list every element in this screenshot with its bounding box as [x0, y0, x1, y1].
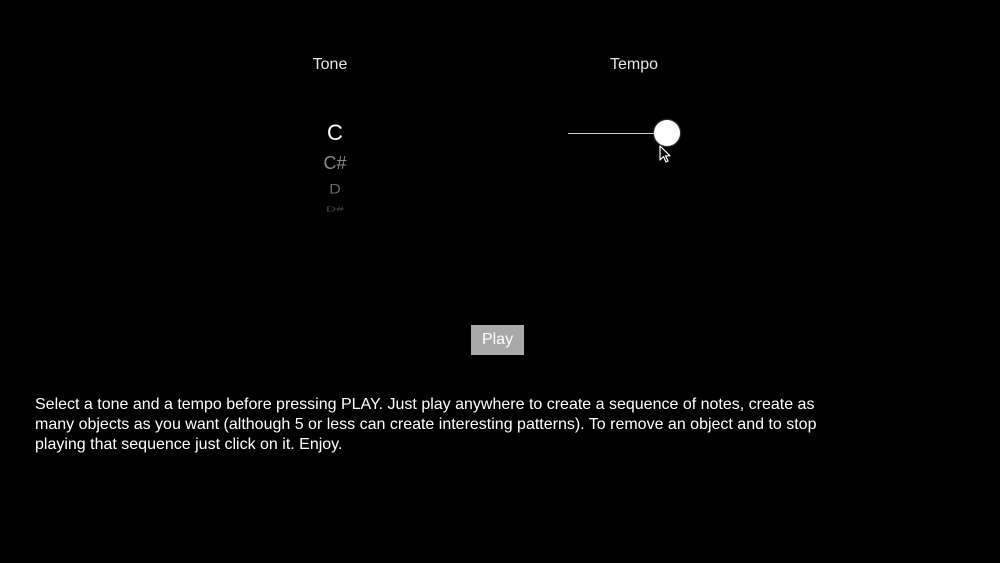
- tempo-slider-track[interactable]: [568, 133, 667, 134]
- play-button[interactable]: Play: [471, 325, 524, 355]
- tone-option-d[interactable]: D: [329, 182, 341, 197]
- tempo-label: Tempo: [609, 56, 659, 73]
- tempo-slider[interactable]: [568, 118, 684, 148]
- tone-label: Tone: [312, 56, 348, 73]
- tone-option-c-sharp[interactable]: C#: [323, 153, 347, 173]
- instructions-text: Select a tone and a tempo before pressing PLAY. Just play anywhere to create a sequence of notes, create as many objects as you want (although 5 or less can create interesting patterns). To remove an object and to stop playing that sequence just click on it. Enjoy.: [35, 396, 817, 453]
- tempo-slider-knob[interactable]: [654, 120, 680, 146]
- tone-option-d-sharp[interactable]: D#: [326, 204, 344, 214]
- tone-option-c[interactable]: C: [327, 120, 343, 145]
- tone-picker[interactable]: [295, 112, 375, 220]
